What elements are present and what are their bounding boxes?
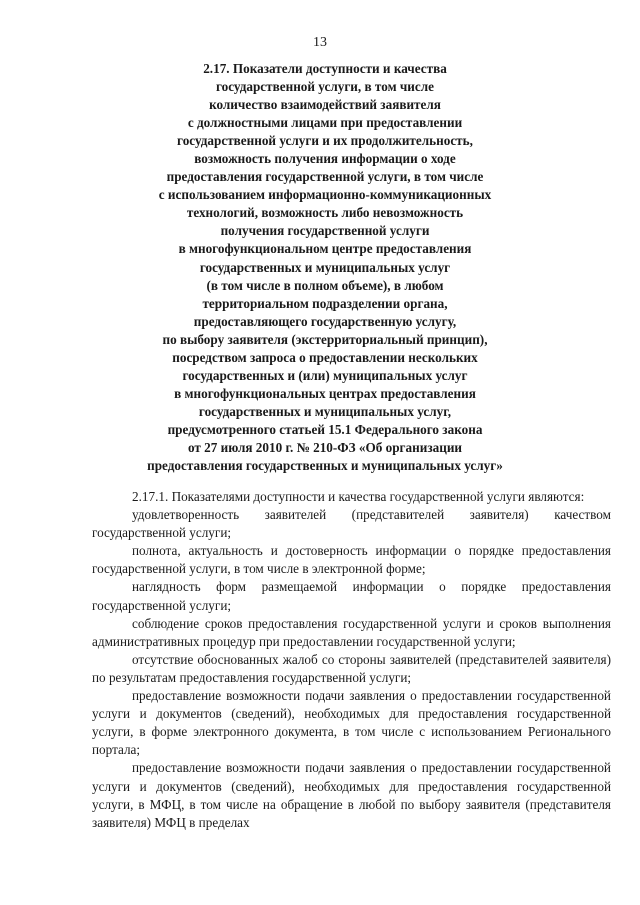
- heading-line: государственных и (или) муниципальных услуг: [182, 367, 468, 383]
- heading-line: получения государственной услуги: [220, 223, 430, 239]
- list-item: полнота, актуальность и достоверность информации о порядке предоставления государственной услуги, в том числе в электронной форме;: [92, 543, 611, 577]
- body-text: [92, 488, 611, 832]
- heading-line: предоставления государственных и муниципальных услуг»: [147, 458, 503, 474]
- list-item: предоставление возможности подачи заявления о предоставлении государственной услуги и документов (сведений), необходимых для предоставления государственной услуги, в МФЦ, в том числе на обращение в любой по выбору заявителя (представителя заявителя) МФЦ в пределах: [92, 760, 611, 830]
- heading-line: государственных и муниципальных услуг,: [198, 403, 452, 419]
- heading-line: в многофункциональных центрах предоставления: [174, 385, 476, 401]
- heading-line: возможность получения информации о ходе: [194, 151, 456, 167]
- heading-line: с должностными лицами при предоставлении: [187, 115, 463, 131]
- heading-line: предусмотренного статьей 15.1 Федерального закона: [167, 421, 483, 437]
- heading-line: территориальном подразделении органа,: [202, 295, 448, 311]
- heading-line: с использованием информационно-коммуникационных: [158, 187, 492, 203]
- heading-line: по выбору заявителя (экстерриториальный принцип),: [162, 331, 488, 347]
- heading-line: предоставляющего государственную услугу,: [193, 313, 457, 329]
- heading-line: государственной услуги, в том числе: [216, 79, 434, 95]
- heading-line: предоставления государственной услуги, в том числе: [166, 169, 484, 185]
- heading-line: 2.17. Показатели доступности и качества: [203, 61, 447, 76]
- list-item: соблюдение сроков предоставления государственной услуги и сроков выполнения административных процедур при предоставлении государственной услуги;: [92, 615, 611, 649]
- section-heading: [100, 60, 550, 475]
- list-item: предоставление возможности подачи заявления о предоставлении государственной услуги и документов (сведений), необходимых для предоставления государственной услуги, в форме электронного документа, в том числе с использованием Регионального портала;: [92, 688, 611, 758]
- heading-line: (в том числе в полном объеме), в любом: [206, 277, 444, 293]
- list-item: отсутствие обоснованных жалоб со стороны заявителей (представителей заявителя) по результатам предоставления государственной услуги;: [92, 651, 611, 685]
- heading-line: посредством запроса о предоставлении нескольких: [172, 349, 478, 365]
- heading-line: технологий, возможность либо невозможность: [186, 205, 464, 221]
- list-item: удовлетворенность заявителей (представителей заявителя) качеством государственной услуги;: [92, 507, 611, 541]
- heading-line: в многофункциональном центре предоставления: [178, 241, 472, 257]
- heading-line: количество взаимодействий заявителя: [209, 97, 441, 113]
- heading-line: государственной услуги и их продолжительность,: [177, 133, 473, 149]
- heading-line: государственных и муниципальных услуг: [199, 259, 451, 275]
- heading-line: от 27 июля 2010 г. № 210-ФЗ «Об организации: [187, 439, 463, 455]
- list-item: наглядность форм размещаемой информации о порядке предоставления государственной услуги;: [92, 579, 611, 613]
- page-number: 13: [313, 35, 327, 50]
- paragraph-intro: 2.17.1. Показателями доступности и качества государственной услуги являются:: [132, 489, 585, 504]
